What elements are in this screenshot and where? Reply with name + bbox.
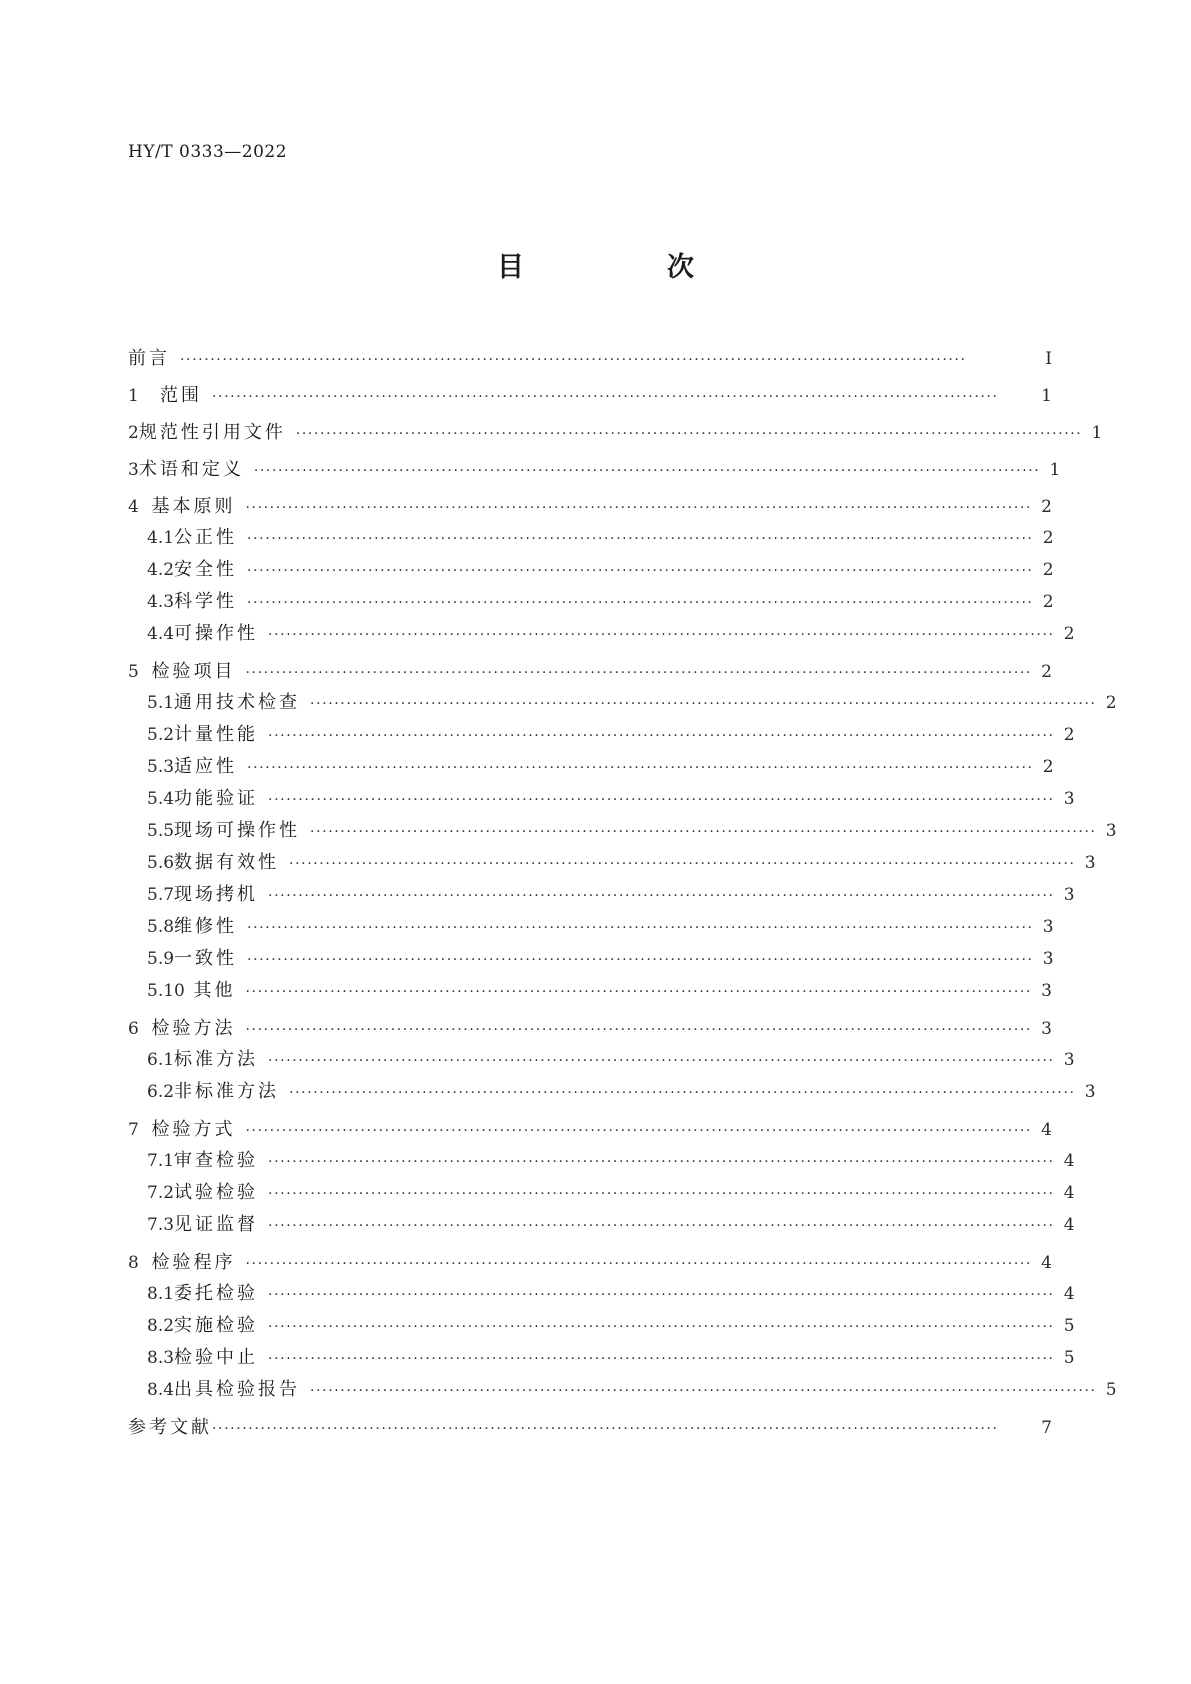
- toc-entry[interactable]: [128, 1345, 1075, 1377]
- toc-entry-label: 其他: [193, 980, 236, 1001]
- toc-entry-page-number: 3: [1105, 821, 1117, 841]
- toc-entry-number: 8.4: [147, 1380, 175, 1400]
- toc-entry[interactable]: [128, 914, 1052, 946]
- toc-entry-page-number: 3: [1063, 885, 1075, 905]
- toc-dot-leader: ··································································································································: [245, 1022, 1032, 1038]
- toc-entry-label: 检验项目: [151, 661, 236, 682]
- toc-dot-leader: ··································································································································: [245, 500, 1032, 516]
- toc-entry-page-number: 7: [1041, 1418, 1052, 1438]
- toc-dot-leader: ··································································································································: [247, 952, 1034, 968]
- toc-entry[interactable]: [128, 882, 1075, 914]
- toc-entry-number: 7: [128, 1120, 139, 1140]
- toc-entry-page-number: 4: [1063, 1215, 1075, 1235]
- toc-entry[interactable]: [128, 1409, 1052, 1446]
- toc-entry-label: 非标准方法: [174, 1081, 280, 1102]
- toc-entry-page-number: 3: [1063, 1050, 1075, 1070]
- toc-entry[interactable]: [128, 525, 1052, 557]
- toc-entry-page-number: Ⅰ: [1045, 349, 1052, 369]
- toc-entry[interactable]: [128, 653, 1052, 690]
- toc-entry-page-number: 3: [1063, 789, 1075, 809]
- toc-dot-leader: ··································································································································: [268, 1053, 1055, 1069]
- toc-dot-leader: ··································································································································: [247, 563, 1034, 579]
- toc-entry-label: 计量性能: [174, 724, 259, 745]
- toc-entry-number: 4.3: [147, 592, 175, 612]
- toc-entry[interactable]: [128, 978, 1052, 1010]
- toc-entry-label: 适应性: [174, 756, 238, 777]
- toc-dot-leader: ··································································································································: [247, 595, 1034, 611]
- toc-entry[interactable]: [128, 786, 1075, 818]
- toc-entry[interactable]: [128, 377, 1052, 414]
- toc-entry-number: 4.4: [147, 624, 175, 644]
- toc-entry[interactable]: [128, 1377, 1117, 1409]
- toc-entry-page-number: 4: [1041, 1120, 1052, 1140]
- toc-entry-label: 术语和定义: [138, 459, 244, 480]
- toc-entry[interactable]: [128, 1047, 1075, 1079]
- toc-dot-leader: ··································································································································: [247, 531, 1034, 547]
- toc-dot-leader: ··································································································································: [268, 888, 1055, 904]
- toc-dot-leader: ··································································································································: [289, 856, 1076, 872]
- toc-entry-page-number: 3: [1041, 981, 1052, 1001]
- toc-entry-label: 科学性: [174, 591, 238, 612]
- toc-dot-leader: ··································································································································: [247, 920, 1034, 936]
- toc-entry-label: 审查检验: [174, 1150, 259, 1171]
- toc-entry-number: 7.2: [147, 1183, 175, 1203]
- toc-entry[interactable]: [128, 589, 1052, 621]
- standard-code: HY/T 0333—2022: [128, 142, 288, 162]
- toc-entry[interactable]: [128, 1212, 1075, 1244]
- toc-entry-page-number: 1: [1049, 460, 1061, 480]
- toc-dot-leader: ··································································································································: [253, 463, 1041, 479]
- toc-entry-number: 8.2: [147, 1316, 175, 1336]
- toc-dot-leader: ··································································································································: [247, 760, 1034, 776]
- toc-entry[interactable]: [128, 340, 1052, 377]
- table-of-contents: [128, 340, 1117, 1446]
- toc-entry-label: 范围: [160, 385, 202, 406]
- toc-entry-label: 规范性引用文件: [138, 422, 286, 443]
- toc-dot-leader: ··································································································································: [245, 665, 1032, 681]
- toc-entry-number: 1: [128, 386, 139, 406]
- toc-entry-page-number: 4: [1063, 1183, 1075, 1203]
- toc-entry-page-number: 3: [1084, 853, 1096, 873]
- toc-entry-label: 现场拷机: [174, 884, 259, 905]
- toc-entry-label: 实施检验: [174, 1315, 259, 1336]
- toc-entry-label: 检验方式: [151, 1119, 236, 1140]
- toc-dot-leader: ··································································································································: [268, 1287, 1055, 1303]
- toc-entry-number: 7.1: [147, 1151, 175, 1171]
- toc-entry-label: 公正性: [174, 527, 238, 548]
- toc-entry-page-number: 2: [1042, 592, 1054, 612]
- toc-entry-page-number: 3: [1042, 917, 1054, 937]
- toc-entry-page-number: 2: [1042, 757, 1054, 777]
- toc-entry[interactable]: [128, 451, 1061, 488]
- toc-dot-leader: ··································································································································: [212, 389, 999, 405]
- toc-entry[interactable]: [128, 1079, 1096, 1111]
- toc-entry-page-number: 3: [1041, 1019, 1052, 1039]
- toc-dot-leader: ··································································································································: [268, 1218, 1055, 1234]
- toc-entry-page-number: 2: [1063, 624, 1075, 644]
- toc-dot-leader: ··································································································································: [310, 1383, 1097, 1399]
- toc-dot-leader: ··································································································································: [295, 426, 1083, 442]
- toc-entry[interactable]: [128, 1010, 1052, 1047]
- toc-entry-label: 见证监督: [174, 1214, 259, 1235]
- toc-entry-number: 6.1: [147, 1050, 175, 1070]
- toc-entry-number: 5.9: [147, 949, 175, 969]
- toc-dot-leader: ··································································································································: [268, 627, 1055, 643]
- toc-entry-page-number: 2: [1041, 662, 1052, 682]
- toc-entry-number: 2: [128, 423, 139, 443]
- toc-entry-number: 7.3: [147, 1215, 175, 1235]
- toc-entry-label: 参考文献: [128, 1417, 212, 1438]
- toc-entry-label: 出具检验报告: [174, 1379, 301, 1400]
- toc-entry-page-number: 4: [1041, 1253, 1052, 1273]
- toc-entry-number: 8.1: [147, 1284, 175, 1304]
- toc-entry-page-number: 2: [1105, 693, 1117, 713]
- page-title: 目 次: [497, 252, 752, 283]
- toc-entry-page-number: 2: [1042, 528, 1054, 548]
- toc-entry[interactable]: [128, 1244, 1052, 1281]
- toc-entry-page-number: 5: [1063, 1316, 1075, 1336]
- toc-dot-leader: ··································································································································: [268, 1186, 1055, 1202]
- toc-entry-number: 5.6: [147, 853, 175, 873]
- toc-entry-label: 检验中止: [174, 1347, 259, 1368]
- toc-entry-page-number: 5: [1105, 1380, 1117, 1400]
- toc-entry[interactable]: [128, 1180, 1075, 1212]
- toc-entry-page-number: 4: [1063, 1151, 1075, 1171]
- toc-dot-leader: ··································································································································: [245, 1123, 1032, 1139]
- toc-entry-number: 5.5: [147, 821, 175, 841]
- toc-entry-number: 5.10: [147, 981, 185, 1001]
- toc-entry-number: 4: [128, 497, 139, 517]
- toc-entry[interactable]: [128, 754, 1052, 786]
- toc-entry-label: 安全性: [174, 559, 238, 580]
- toc-entry[interactable]: [128, 557, 1052, 589]
- toc-dot-leader: ··································································································································: [268, 728, 1055, 744]
- toc-dot-leader: ··································································································································: [268, 1351, 1055, 1367]
- toc-entry-label: 数据有效性: [174, 852, 280, 873]
- toc-entry-label: 一致性: [174, 948, 238, 969]
- toc-entry-number: 5: [128, 662, 139, 682]
- toc-entry-label: 检验程序: [151, 1252, 236, 1273]
- toc-entry[interactable]: [128, 488, 1052, 525]
- toc-entry-page-number: 4: [1063, 1284, 1075, 1304]
- toc-dot-leader: ··································································································································: [180, 352, 967, 368]
- toc-entry-label: 通用技术检查: [174, 692, 301, 713]
- toc-entry[interactable]: [128, 1313, 1075, 1345]
- toc-dot-leader: ··································································································································: [268, 1154, 1055, 1170]
- toc-entry-label: 检验方法: [151, 1018, 236, 1039]
- toc-entry-number: 5.8: [147, 917, 175, 937]
- toc-entry[interactable]: [128, 946, 1052, 978]
- toc-entry[interactable]: [128, 818, 1117, 850]
- toc-entry-number: 5.4: [147, 789, 175, 809]
- toc-entry-number: 5.2: [147, 725, 175, 745]
- toc-entry-number: 8.3: [147, 1348, 175, 1368]
- toc-dot-leader: ··································································································································: [289, 1085, 1076, 1101]
- toc-dot-leader: ··································································································································: [310, 696, 1097, 712]
- toc-entry-label: 维修性: [174, 916, 238, 937]
- toc-entry[interactable]: [128, 1148, 1075, 1180]
- toc-entry[interactable]: [128, 850, 1096, 882]
- toc-entry-number: 5.7: [147, 885, 175, 905]
- toc-entry[interactable]: [128, 414, 1103, 451]
- toc-entry[interactable]: [128, 621, 1075, 653]
- toc-entry-number: 5.1: [147, 693, 175, 713]
- toc-entry-page-number: 1: [1041, 386, 1052, 406]
- toc-entry-page-number: 5: [1063, 1348, 1075, 1368]
- toc-entry-page-number: 2: [1041, 497, 1052, 517]
- toc-entry-page-number: 3: [1042, 949, 1054, 969]
- toc-entry-number: 4.2: [147, 560, 175, 580]
- toc-entry-label: 可操作性: [174, 623, 259, 644]
- toc-dot-leader: ··································································································································: [310, 824, 1097, 840]
- toc-entry-number: 6: [128, 1019, 139, 1039]
- toc-entry[interactable]: [128, 690, 1117, 722]
- toc-dot-leader: ··································································································································: [245, 984, 1032, 1000]
- toc-dot-leader: ··································································································································: [268, 1319, 1055, 1335]
- toc-entry-label: 功能验证: [174, 788, 259, 809]
- toc-dot-leader: ··································································································································: [245, 1256, 1032, 1272]
- toc-entry-number: 6.2: [147, 1082, 175, 1102]
- toc-entry[interactable]: [128, 1111, 1052, 1148]
- toc-entry-number: 4.1: [147, 528, 175, 548]
- toc-entry-page-number: 1: [1091, 423, 1103, 443]
- toc-entry-label: 基本原则: [151, 496, 236, 517]
- toc-entry-label: 试验检验: [174, 1182, 259, 1203]
- toc-entry-number: 5.3: [147, 757, 175, 777]
- toc-entry-page-number: 2: [1042, 560, 1054, 580]
- toc-entry[interactable]: [128, 722, 1075, 754]
- toc-entry-page-number: 2: [1063, 725, 1075, 745]
- toc-entry-label: 前言: [128, 348, 170, 369]
- toc-entry-label: 现场可操作性: [174, 820, 301, 841]
- toc-dot-leader: ··································································································································: [212, 1421, 999, 1437]
- toc-entry-page-number: 3: [1084, 1082, 1096, 1102]
- toc-entry-label: 委托检验: [174, 1283, 259, 1304]
- toc-entry-number: 3: [128, 460, 139, 480]
- toc-entry-label: 标准方法: [174, 1049, 259, 1070]
- toc-entry[interactable]: [128, 1281, 1075, 1313]
- toc-entry-number: 8: [128, 1253, 139, 1273]
- toc-dot-leader: ··································································································································: [268, 792, 1055, 808]
